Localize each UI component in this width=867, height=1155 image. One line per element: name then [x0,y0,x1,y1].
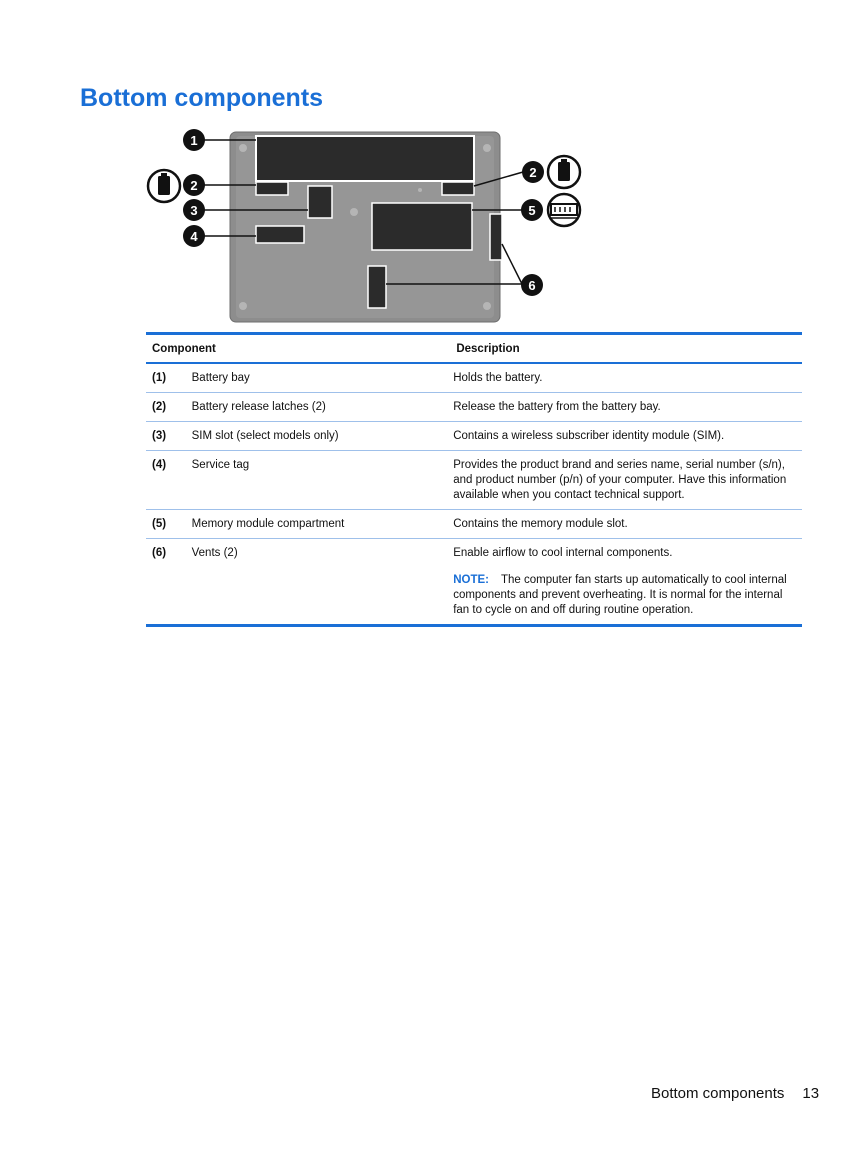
battery-icon [548,156,580,188]
header-component: Component [152,342,216,355]
row-number: (5) [152,518,167,530]
table-row [146,393,802,422]
row-component: Memory module compartment [191,518,345,530]
page-footer [651,1085,819,1102]
note-label: NOTE: [453,574,489,586]
row-description-cell [453,539,802,624]
laptop-bottom-illustration [146,126,586,324]
row-description: Contains the memory module slot. [453,518,628,530]
row-number: (4) [152,459,167,471]
callout-label-6: 6 [528,278,536,293]
vent-right [490,214,502,260]
row-number: (3) [152,430,167,442]
memory-module-icon [548,194,580,226]
battery-latch-left [256,182,288,195]
callout-label-3: 3 [190,203,198,218]
sim-slot [308,186,332,218]
header-description: Description [456,342,520,355]
row-number: (1) [152,372,167,384]
table-header [146,335,802,362]
table-bottom-rule [146,624,802,627]
components-table [146,332,802,627]
service-tag [256,226,304,243]
battery-icon [148,170,180,202]
table-row [146,510,802,539]
page-title: Bottom components [80,84,324,112]
table-row [146,364,802,393]
callout-label-2b: 2 [529,165,537,180]
battery-latch-right [442,182,474,195]
callout-label-5: 5 [528,203,536,218]
row-component: SIM slot (select models only) [191,430,339,442]
table-row [146,539,802,624]
memory-compartment [372,203,472,250]
page-number: 13 [802,1085,820,1102]
row-component: Vents (2) [191,547,238,559]
callout-label-4: 4 [190,229,198,244]
callout-label-2a: 2 [190,178,198,193]
row-description: Enable airflow to cool internal components. [453,547,673,559]
row-component: Battery release latches (2) [191,401,326,413]
row-component: Service tag [191,459,250,471]
table-row [146,422,802,451]
note-block [453,573,796,618]
row-description: Provides the product brand and series name, serial number (s/n), and product number (p/n) of your computer. Have this information available when you contact technical support. [453,459,787,501]
row-description: Holds the battery. [453,372,543,384]
row-description: Release the battery from the battery bay. [453,401,661,413]
table-row [146,451,802,510]
footer-section-title: Bottom components [651,1085,785,1102]
row-number: (2) [152,401,167,413]
callout-label-1: 1 [190,133,198,148]
row-description: Contains a wireless subscriber identity module (SIM). [453,430,725,442]
row-component: Battery bay [191,372,250,384]
battery-bay [256,136,474,181]
vent-bottom [368,266,386,308]
row-number: (6) [152,547,167,559]
note-text: The computer fan starts up automatically to cool internal components and prevent overheating. It is normal for the internal fan to cycle on and off during routine operation. [453,574,787,616]
